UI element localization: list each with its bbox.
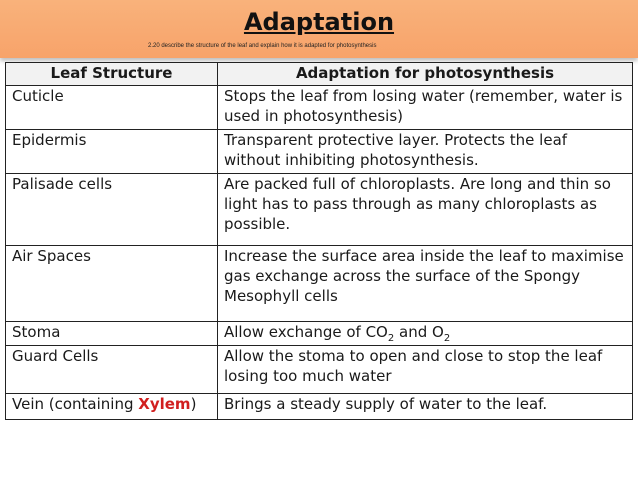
xylem-highlight: Xylem [138, 395, 191, 413]
vein-text-b: ) [190, 395, 197, 413]
structure-cell: Palisade cells [6, 174, 218, 246]
structure-cell: Air Spaces [6, 246, 218, 322]
structure-cell: Epidermis [6, 130, 218, 174]
column-header-structure: Leaf Structure [6, 63, 218, 86]
adaptation-cell: Allow the stoma to open and close to stop the leaf losing too much water [218, 346, 633, 394]
table-row [6, 86, 633, 130]
column-header-adaptation: Adaptation for photosynthesis [218, 63, 633, 86]
structure-cell: Cuticle [6, 86, 218, 130]
adaptation-cell: Are packed full of chloroplasts. Are long and thin so light has to pass through as many chloroplasts as possible. [218, 174, 633, 246]
table-row [6, 346, 633, 394]
vein-text-a: Vein (containing [12, 395, 139, 413]
adaptation-cell: Transparent protective layer. Protects the leaf without inhibiting photosynthesis. [218, 130, 633, 174]
table-row [6, 174, 633, 246]
table-row [6, 322, 633, 346]
o2-subscript: 2 [443, 333, 451, 344]
structure-cell: Stoma [6, 322, 218, 346]
adaptation-cell: Increase the surface area inside the leaf to maximise gas exchange across the surface of the Spongy Mesophyll cells [218, 246, 633, 322]
table-row [6, 130, 633, 174]
adaptation-cell: Stops the leaf from losing water (remember, water is used in photosynthesis) [218, 86, 633, 130]
table-row [6, 246, 633, 322]
structure-cell [6, 394, 218, 420]
structure-cell: Guard Cells [6, 346, 218, 394]
page-subtitle: 2.20 describe the structure of the leaf and explain how it is adapted for photosynthesis [148, 43, 377, 49]
table-row [6, 394, 633, 420]
adaptation-cell: Brings a steady supply of water to the leaf. [218, 394, 633, 420]
stoma-text-b: and O [394, 323, 444, 341]
page-title: Adaptation [243, 8, 395, 36]
co2-subscript: 2 [387, 333, 395, 344]
table-header-row [6, 63, 633, 86]
leaf-adaptation-table [5, 62, 633, 420]
adaptation-cell [218, 322, 633, 346]
stoma-text-a: Allow exchange of CO [224, 323, 388, 341]
